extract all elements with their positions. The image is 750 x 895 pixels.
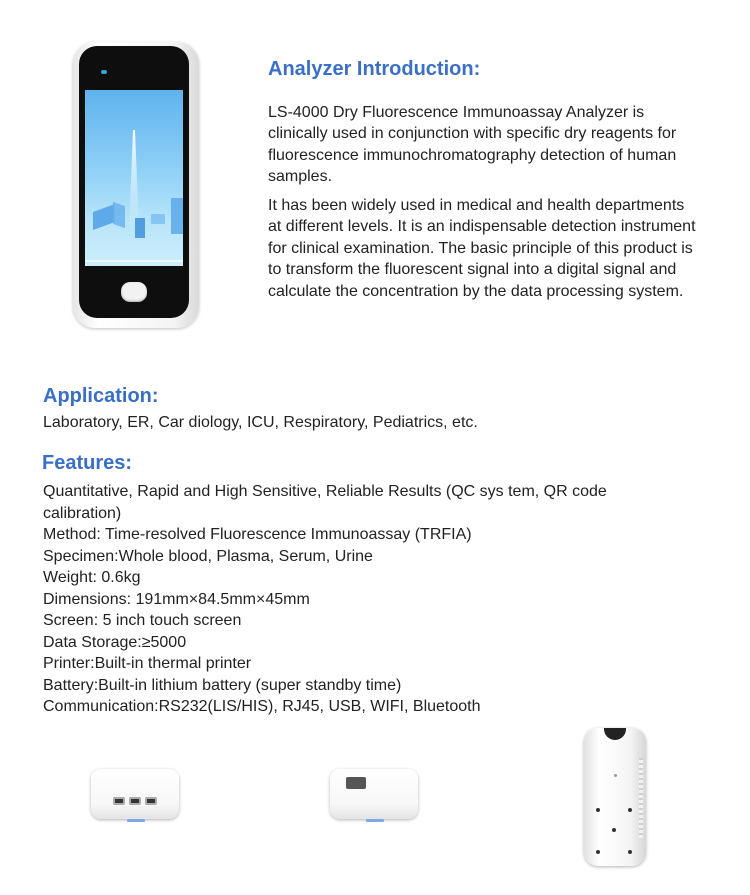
features-heading: Features: bbox=[42, 452, 133, 474]
back-grip bbox=[639, 758, 643, 838]
port-icon bbox=[113, 797, 125, 805]
screen-building bbox=[113, 202, 125, 228]
back-notch bbox=[604, 728, 626, 740]
feature-item: Screen: 5 inch touch screen bbox=[43, 612, 242, 629]
analyzer-top-printer-image bbox=[330, 769, 418, 819]
indicator-strip bbox=[127, 819, 145, 822]
feature-item: Dimensions: 191mm×84.5mm×45mm bbox=[43, 590, 310, 608]
screen-light-beam bbox=[129, 130, 139, 230]
screen-footer bbox=[85, 260, 183, 262]
port-icon bbox=[145, 797, 157, 805]
intro-paragraph-2: It has been widely used in medical and health departments at different levels. It is an indispensable detection instrument for clinical examination. The basic principle of this product is to transform the fluorescent signal into a digital signal and calculate the concentration by the data processing system. bbox=[268, 197, 696, 300]
feature-item: Quantitative, Rapid and High Sensitive, Reliable Results (QC sys tem, QR code calibration) bbox=[43, 483, 607, 522]
port-icon bbox=[129, 797, 141, 805]
back-dot bbox=[614, 774, 617, 777]
indicator-strip bbox=[366, 819, 384, 822]
screen-building bbox=[171, 198, 183, 234]
application-text: Laboratory, ER, Car diology, ICU, Respiratory, Pediatrics, etc. bbox=[43, 414, 478, 431]
screw-icon bbox=[628, 808, 632, 812]
screen-building bbox=[135, 218, 145, 238]
screw-icon bbox=[612, 828, 616, 832]
device-face bbox=[79, 46, 189, 318]
analyzer-back-image bbox=[584, 728, 646, 866]
analyzer-front-image bbox=[73, 42, 199, 328]
analyzer-bottom-ports-image bbox=[91, 769, 179, 819]
feature-item: Specimen:Whole blood, Plasma, Serum, Urine bbox=[43, 547, 373, 565]
intro-paragraph-1: LS-4000 Dry Fluorescence Immunoassay Analyzer is clinically used in conjunction with specific dry reagents for fluorescence immunochromatography detection of human samples. bbox=[268, 104, 677, 186]
features-list bbox=[43, 481, 663, 718]
home-button bbox=[121, 282, 147, 302]
device-screen bbox=[85, 90, 183, 266]
screw-icon bbox=[596, 850, 600, 854]
feature-item: Communication:RS232(LIS/HIS), RJ45, USB, WIFI, Bluetooth bbox=[43, 698, 481, 715]
intro-heading: Analyzer Introduction: bbox=[268, 58, 481, 80]
feature-item: Weight: 0.6kg bbox=[43, 569, 141, 586]
feature-item: Printer:Built-in thermal printer bbox=[43, 655, 252, 672]
screen-building bbox=[93, 204, 115, 230]
screen-building bbox=[151, 214, 165, 224]
device-camera bbox=[101, 70, 107, 74]
feature-item: Battery:Built-in lithium battery (super standby time) bbox=[43, 676, 402, 694]
screw-icon bbox=[596, 808, 600, 812]
screw-icon bbox=[628, 850, 632, 854]
feature-item: Method: Time-resolved Fluorescence Immunoassay (TRFIA) bbox=[43, 526, 472, 543]
application-heading: Application: bbox=[43, 385, 159, 407]
feature-item: Data Storage:≥5000 bbox=[43, 633, 187, 651]
printer-slot bbox=[346, 777, 366, 789]
